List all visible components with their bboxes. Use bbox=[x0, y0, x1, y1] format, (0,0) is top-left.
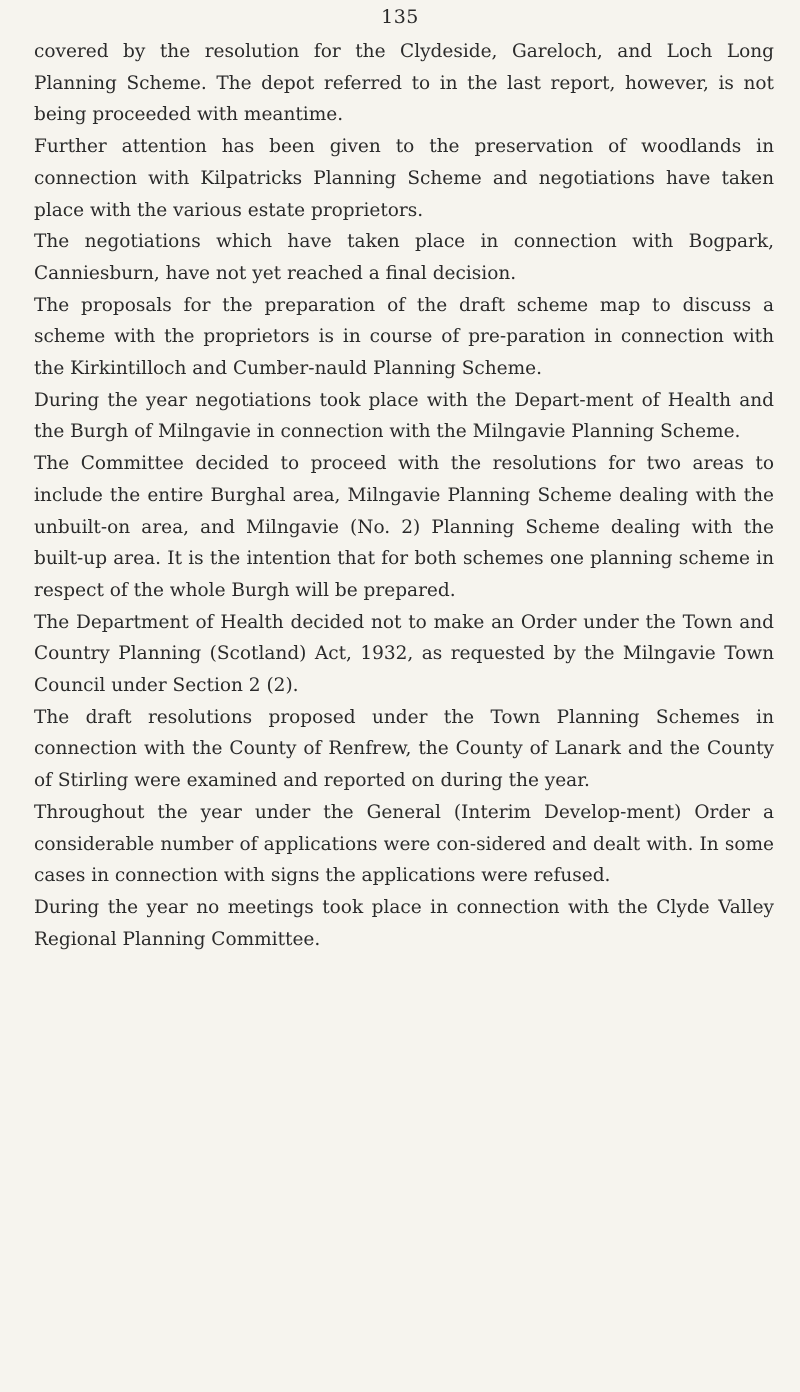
paragraph: The draft resolutions proposed under the Town Planning Schemes in connection with the County of Renfrew, the County of Lanark and the County of Stirling were examined and reported on during the year. bbox=[34, 706, 774, 792]
paragraph: The Committee decided to proceed with the resolutions for two areas to include the entire Burghal area, Milngavie Planning Scheme dealing with the unbuilt-on area, and Milngavie (No. 2) Planning Scheme dealing with the built-up area. It is the intention that for both schemes one planning scheme in respect of the whole Burgh will be prepared. bbox=[34, 453, 774, 601]
paragraph: covered by the resolution for the Clydeside, Gareloch, and Loch Long Planning Scheme. The depot referred to in the last report, however, is not being proceeded with meantime. bbox=[34, 41, 774, 126]
paragraph: During the year no meetings took place in connection with the Clyde Valley Regional Planning Committee. bbox=[34, 896, 774, 950]
body-text bbox=[34, 36, 774, 955]
paragraph: Throughout the year under the General (Interim Develop-ment) Order a considerable number of applications were con-sidered and dealt with. In some cases in connection with signs the applications were refused. bbox=[34, 801, 774, 887]
paragraph: The proposals for the preparation of the draft scheme map to discuss a scheme with the proprietors is in course of pre-paration in connection with the Kirkintilloch and Cumber-nauld Planning Scheme. bbox=[34, 294, 774, 380]
paragraph: The negotiations which have taken place in connection with Bogpark, Canniesburn, have not yet reached a final decision. bbox=[34, 231, 774, 284]
paragraph: Further attention has been given to the preservation of woodlands in connection with Kilpatricks Planning Scheme and negotiations have taken place with the various estate proprietors. bbox=[34, 136, 774, 221]
paragraph: During the year negotiations took place with the Depart-ment of Health and the Burgh of Milngavie in connection with the Milngavie Planning Scheme. bbox=[34, 389, 774, 443]
paragraph: The Department of Health decided not to make an Order under the Town and Country Planning (Scotland) Act, 1932, as requested by the Milngavie Town Council under Section 2 (2). bbox=[34, 611, 774, 697]
page-number: 135 bbox=[381, 6, 419, 28]
